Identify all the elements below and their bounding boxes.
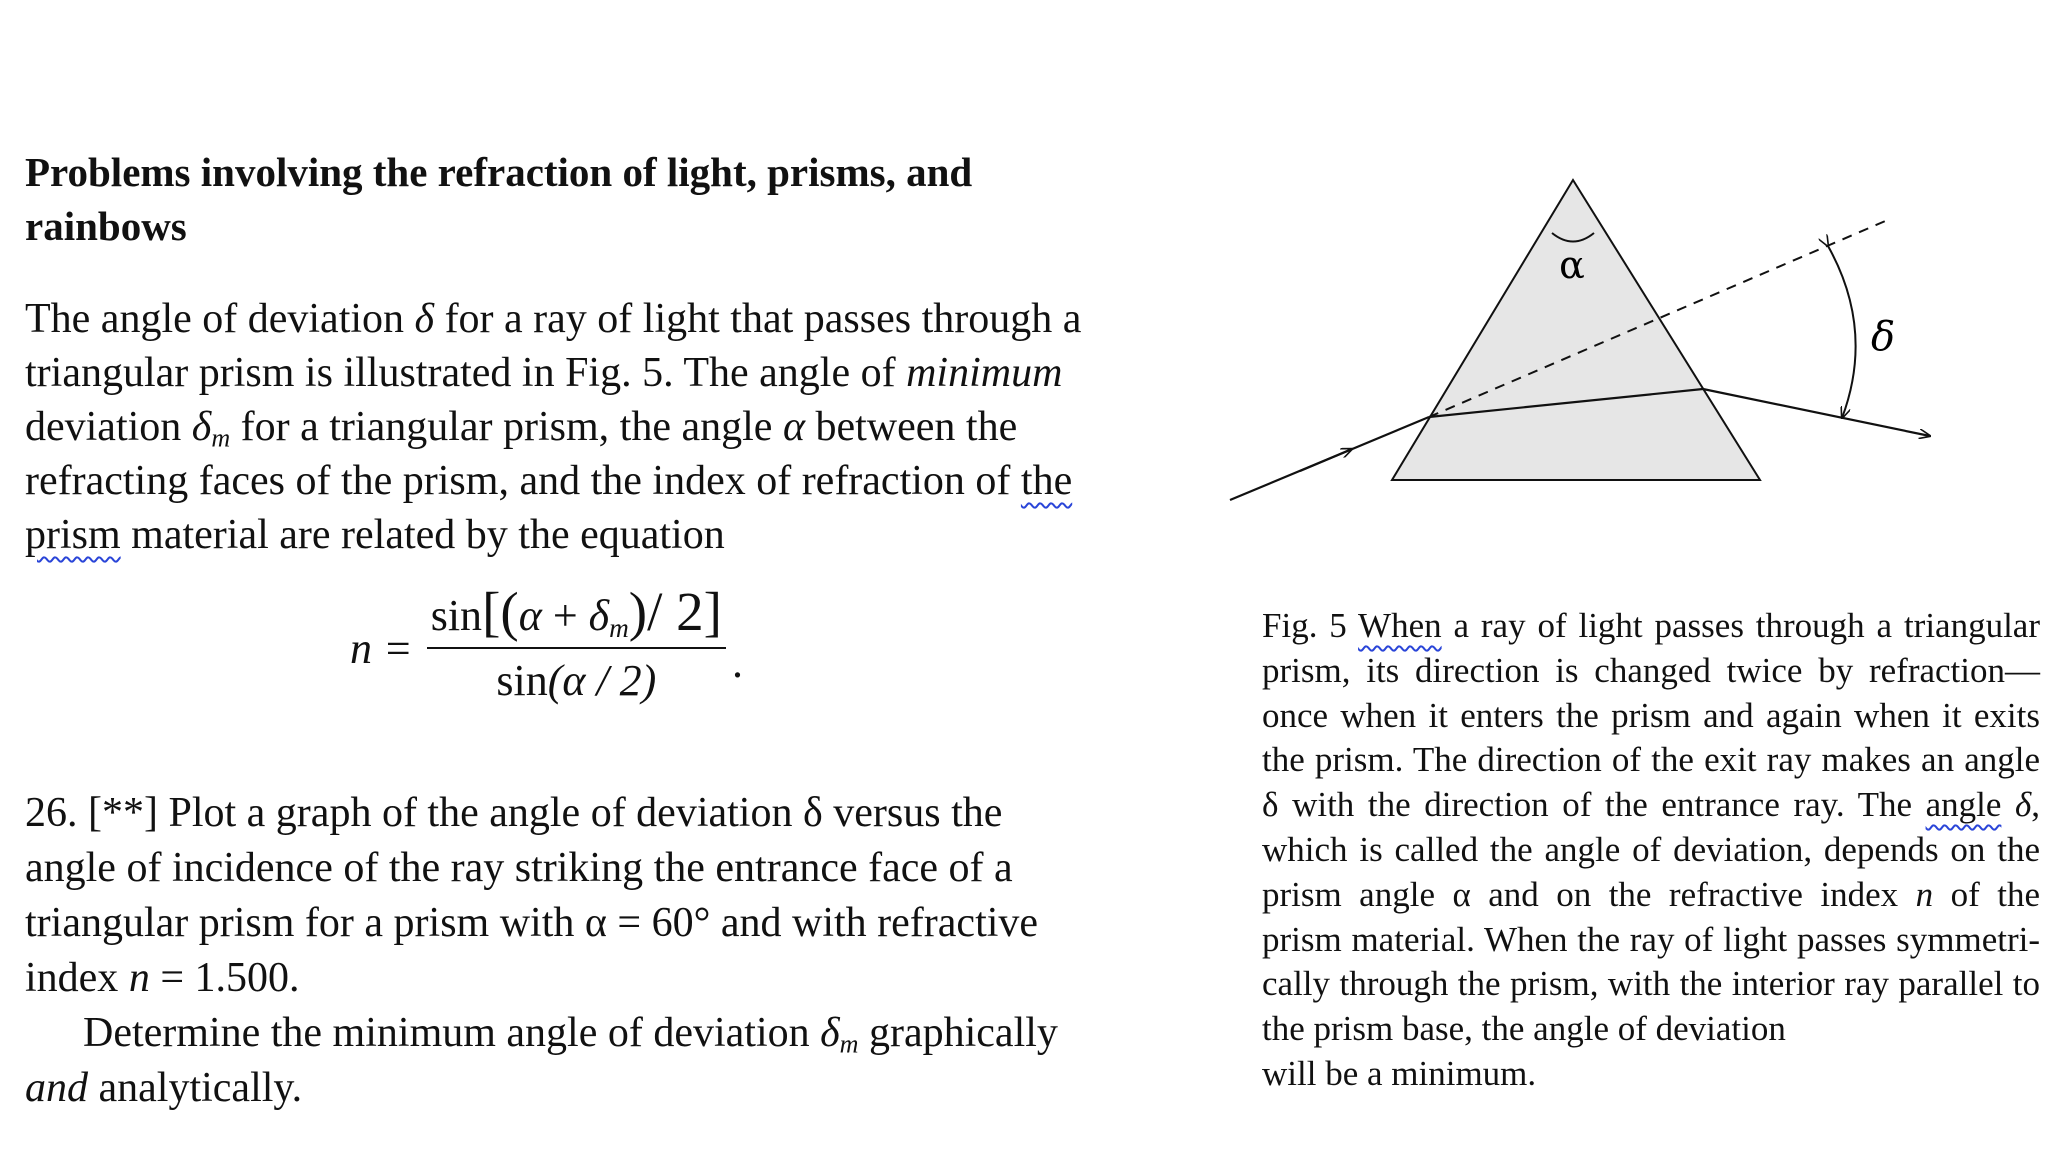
figure-caption — [1262, 604, 2040, 1097]
equation-lhs: n = — [350, 623, 413, 673]
spellcheck-word-when: When — [1358, 606, 1442, 645]
heading-line-2: rainbows — [25, 203, 187, 249]
exit-ray — [1703, 389, 1930, 436]
spellcheck-word-the: the — [1020, 458, 1073, 504]
equation-period: . — [731, 637, 743, 687]
delta-symbol: δ — [414, 296, 435, 342]
spellcheck-word-prism: prism — [25, 512, 121, 558]
intro-line-2: triangular prism is illustrated in Fig. 5. The angle of minimum — [25, 350, 1063, 396]
problem-line-2: angle of incidence of the ray striking the entrance face of a — [25, 845, 1013, 891]
incident-ray-arrow — [1300, 449, 1352, 471]
problem-line-6: and analytically. — [25, 1065, 303, 1111]
prism-triangle — [1392, 180, 1760, 480]
minimum-word: minimum — [906, 350, 1063, 396]
alpha-symbol: α — [782, 404, 805, 450]
equation-denominator: sin(α / 2) — [496, 656, 657, 705]
equation-numerator: $\sin[(\alpha + \delta_m)/$ 2] — [427, 590, 726, 649]
intro-line-3: deviation $\delta_m$ for a triangular prism, the angle α between the — [25, 404, 1018, 453]
equation-fraction — [427, 581, 726, 706]
problem-line-5: Determine the minimum angle of deviation $\delta_m$ graphically — [83, 1010, 1058, 1059]
intro-line-1: The angle of deviation δ for a ray of light that passes through a — [25, 296, 1082, 342]
deviation-angle-arc — [1828, 246, 1856, 418]
delta-m-symbol: $\delta_m$ — [191, 404, 231, 453]
section-heading — [25, 145, 1145, 253]
intro-paragraph — [25, 292, 1225, 562]
problem-line-3: triangular prism for a prism with α = 60° and with refractive — [25, 900, 1039, 946]
spellcheck-word-angle: angle — [1925, 785, 2002, 825]
problem-line-1: 26. [**] Plot a graph of the angle of deviation δ versus the — [25, 790, 1003, 836]
caption-text: Fig. 5 When a ray of light passes through a triangular prism, its direction is changed twice by refraction—once when it enters the prism and again when it exits the prism. The direction of the exit ray makes an angle δ with the direction of the entrance ray. The angle δ, which is called the angle of deviation, depends on the prism angle α and on the refractive index n of the prism material. When the ray of light passes symmetri-cally through the prism, with the interior ray parallel to the prism base, the angle of deviation — [1262, 606, 2040, 1049]
refraction-equation — [350, 578, 743, 718]
problem-26 — [25, 786, 1205, 1116]
problem-line-4: index n = 1.500. — [25, 955, 300, 1001]
intro-line-4: refracting faces of the prism, and the index of refraction of the — [25, 458, 1073, 504]
caption-last-line: will be a minimum. — [1262, 1053, 1537, 1093]
prism-diagram — [1225, 170, 1970, 520]
alpha-label: α — [1559, 243, 1585, 287]
heading-line-1: Problems involving the refraction of light, prisms, and — [25, 149, 973, 195]
delta-label: δ — [1870, 314, 1896, 360]
intro-line-5: prism material are related by the equation — [25, 512, 725, 558]
